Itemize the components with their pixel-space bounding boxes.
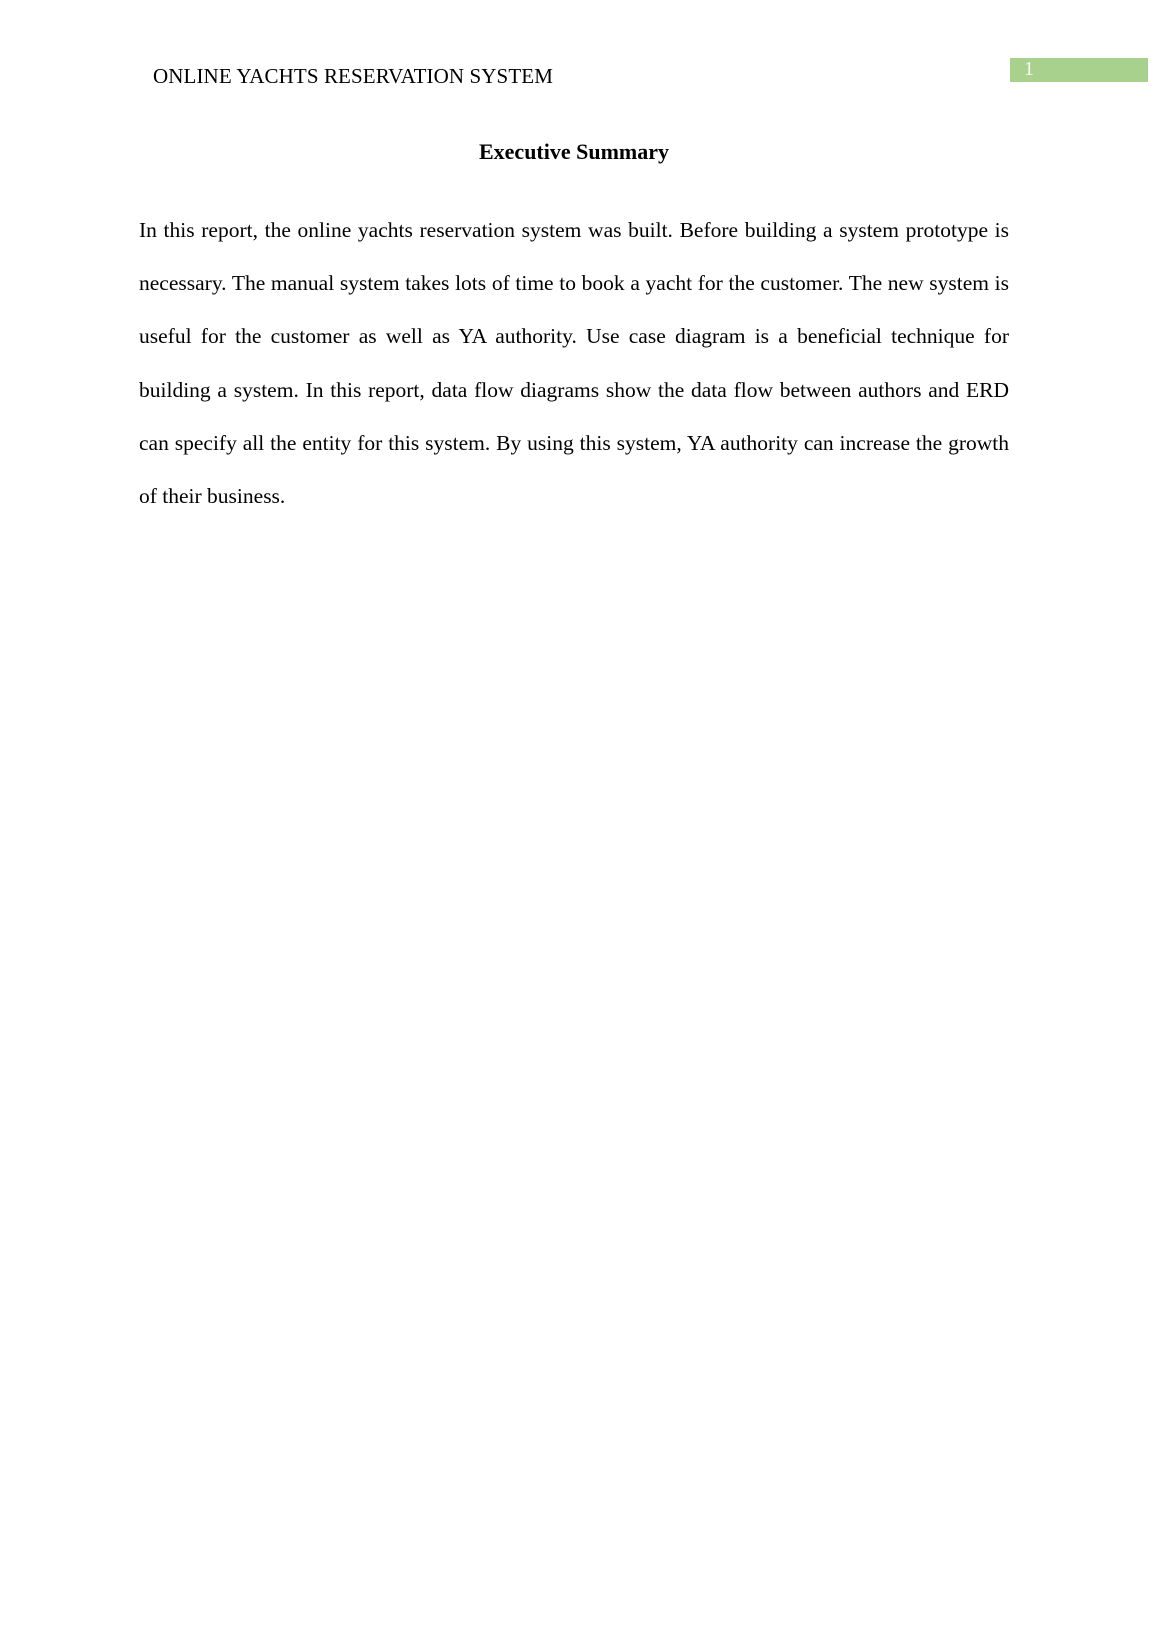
page-number: 1	[1024, 58, 1034, 80]
running-head-title: ONLINE YACHTS RESERVATION SYSTEM	[153, 64, 553, 88]
page-number-badge	[1010, 58, 1148, 82]
section-heading: Executive Summary	[478, 139, 670, 164]
summary-paragraph: In this report, the online yachts reservation system was built. Before building a system prototype is necessary. The manual system takes lots of time to book a yacht for the customer. The new system is useful for the customer as well as YA authority. Use case diagram is a beneficial technique for building a system. In this report, data flow diagrams show the data flow between authors and ERD can specify all the entity for this system. By using this system, YA authority can increase the growth of their business.	[139, 218, 1009, 509]
